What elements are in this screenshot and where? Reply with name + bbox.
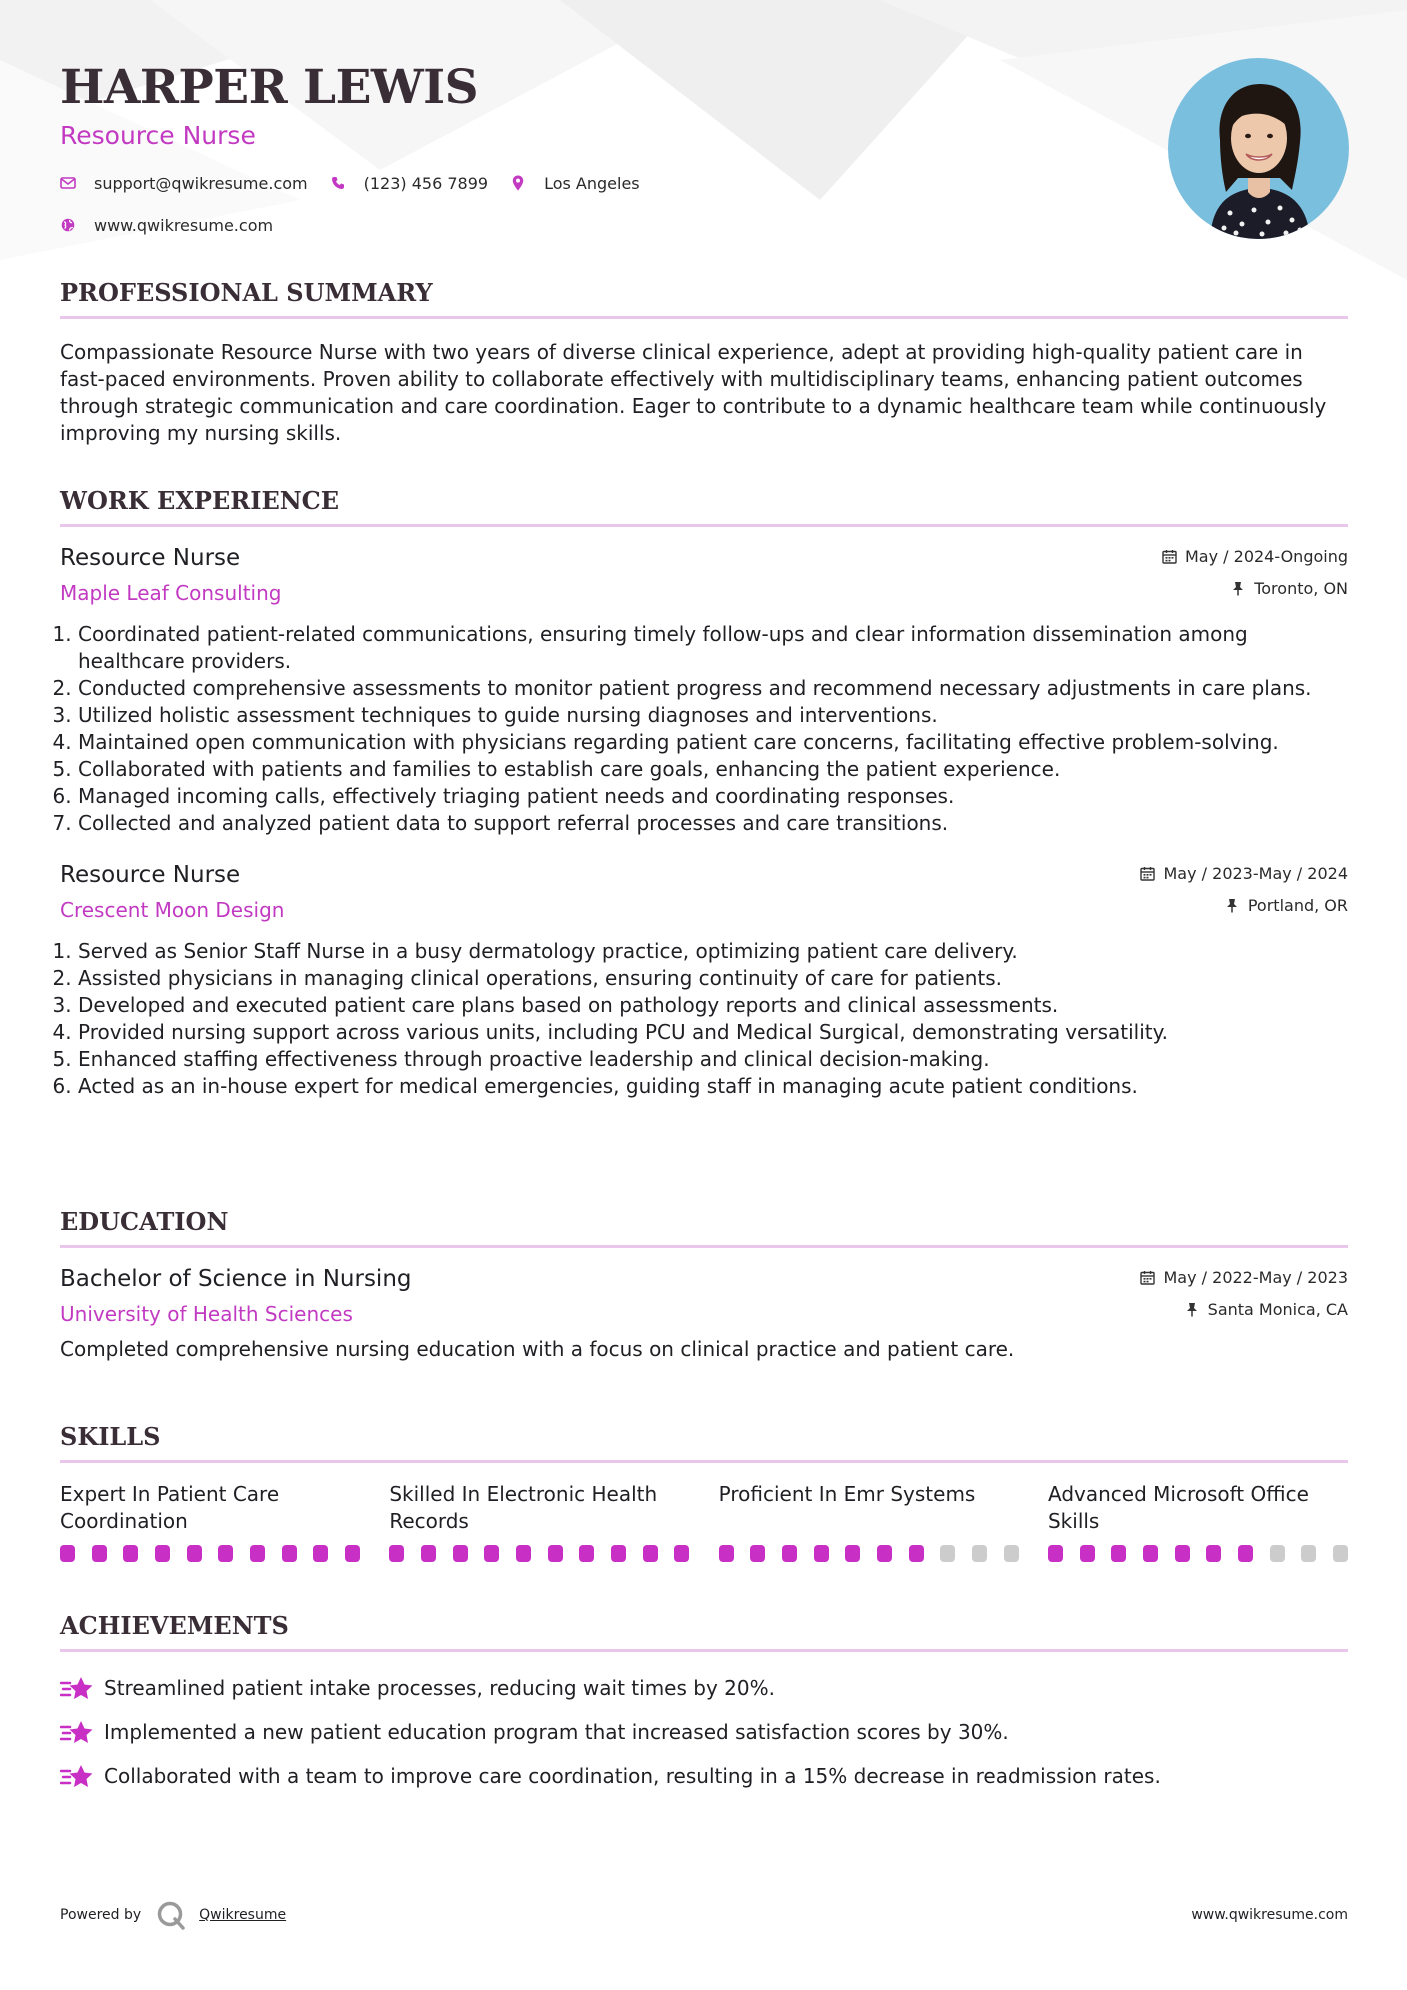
job-entry	[60, 860, 1348, 1100]
rating-dot-filled	[453, 1545, 468, 1562]
achievement-text: Collaborated with a team to improve care coordination, resulting in a 15% decrease in readmission rates.	[104, 1764, 1161, 1788]
list-item: 3. Developed and executed patient care plans based on pathology reports and clinical assessments.	[78, 992, 1348, 1019]
list-item: 4. Maintained open communication with physicians regarding patient care concerns, facilitating effective problem-solving.	[78, 729, 1348, 756]
achievements-heading: ACHIEVEMENTS	[60, 1611, 289, 1640]
map-pin-icon	[510, 175, 526, 191]
rating-dot-filled	[345, 1545, 360, 1562]
list-item: 7. Collected and analyzed patient data to support referral processes and care transitions.	[78, 810, 1348, 837]
qwikresume-link[interactable]: Qwikresume	[199, 1907, 287, 1923]
achievement-item	[60, 1666, 1348, 1710]
summary-section	[60, 278, 1348, 447]
list-item: 5. Collaborated with patients and families to establish care goals, enhancing the patient experience.	[78, 756, 1348, 783]
rating-dot-filled	[877, 1545, 892, 1562]
job-entry	[60, 543, 1348, 837]
job-dates	[1161, 545, 1348, 567]
shooting-star-icon	[60, 1718, 94, 1746]
rating-dot-empty	[1333, 1545, 1348, 1562]
job-company: Crescent Moon Design	[60, 898, 285, 922]
rating-dot-filled	[92, 1545, 107, 1562]
achievements-section	[60, 1611, 1348, 1798]
rating-dot-filled	[643, 1545, 658, 1562]
summary-heading: PROFESSIONAL SUMMARY	[60, 278, 433, 307]
pushpin-icon	[1230, 580, 1246, 596]
rating-dot-empty	[972, 1545, 987, 1562]
rating-dot-filled	[750, 1545, 765, 1562]
skill-item	[719, 1481, 1019, 1571]
job-meta	[1161, 545, 1348, 599]
calendar-icon	[1140, 1269, 1156, 1285]
skill-item	[1048, 1481, 1348, 1571]
experience-section	[60, 486, 1348, 1100]
job-bullets	[60, 938, 1348, 1100]
list-item: 1. Served as Senior Staff Nurse in a busy dermatology practice, optimizing patient care delivery.	[78, 938, 1348, 965]
shooting-star-icon	[60, 1762, 94, 1790]
location-text: Los Angeles	[544, 173, 640, 193]
rating-dot-filled	[674, 1545, 689, 1562]
skill-rating	[389, 1545, 689, 1562]
skill-rating	[60, 1545, 360, 1562]
list-item: 1. Coordinated patient-related communications, ensuring timely follow-ups and clear information dissemination among healthcare providers.	[78, 621, 1348, 675]
degree-title: Bachelor of Science in Nursing	[60, 1266, 412, 1292]
rating-dot-filled	[782, 1545, 797, 1562]
list-item: 6. Managed incoming calls, effectively triaging patient needs and coordinating responses.	[78, 783, 1348, 810]
job-location	[1140, 894, 1349, 916]
section-divider	[60, 1649, 1348, 1652]
contact-location	[510, 174, 640, 193]
rating-dot-filled	[1206, 1545, 1221, 1562]
job-dates	[1140, 862, 1349, 884]
education-dates	[1140, 1266, 1349, 1288]
job-dates-text: May / 2024-Ongoing	[1185, 546, 1348, 566]
job-title: Resource Nurse	[60, 545, 241, 571]
list-item: 2. Assisted physicians in managing clinical operations, ensuring continuity of care for patients.	[78, 965, 1348, 992]
job-meta	[1140, 862, 1349, 916]
education-location-text: Santa Monica, CA	[1207, 1299, 1348, 1319]
globe-icon	[60, 217, 76, 233]
section-divider	[60, 524, 1348, 527]
candidate-title: Resource Nurse	[60, 121, 256, 150]
contact-row-website	[60, 214, 1160, 236]
achievement-text: Streamlined patient intake processes, reducing wait times by 20%.	[104, 1676, 775, 1700]
envelope-icon	[60, 175, 76, 191]
rating-dot-filled	[313, 1545, 328, 1562]
phone-icon	[330, 175, 346, 191]
rating-dot-filled	[484, 1545, 499, 1562]
skill-item	[389, 1481, 689, 1571]
education-description: Completed comprehensive nursing education with a focus on clinical practice and patient care.	[60, 1337, 1015, 1361]
job-location	[1161, 577, 1348, 599]
rating-dot-filled	[611, 1545, 626, 1562]
section-divider	[60, 316, 1348, 319]
footer-url[interactable]: www.qwikresume.com	[1191, 1907, 1348, 1923]
profile-photo	[1168, 58, 1349, 239]
job-location-text: Toronto, ON	[1254, 578, 1348, 598]
job-bullets	[60, 621, 1348, 837]
rating-dot-filled	[516, 1545, 531, 1562]
contact-website[interactable]	[60, 216, 273, 235]
rating-dot-filled	[548, 1545, 563, 1562]
phone-text: (123) 456 7899	[363, 173, 489, 193]
pushpin-icon	[1224, 897, 1240, 913]
education-meta	[1140, 1266, 1349, 1320]
contact-email[interactable]	[60, 174, 308, 193]
rating-dot-filled	[1080, 1545, 1095, 1562]
rating-dot-empty	[940, 1545, 955, 1562]
achievements-list	[60, 1666, 1348, 1798]
job-company: Maple Leaf Consulting	[60, 581, 282, 605]
rating-dot-filled	[1048, 1545, 1063, 1562]
list-item: 5. Enhanced staffing effectiveness through proactive leadership and clinical decision-making.	[78, 1046, 1348, 1073]
section-divider	[60, 1460, 1348, 1463]
rating-dot-filled	[389, 1545, 404, 1562]
rating-dot-filled	[1143, 1545, 1158, 1562]
rating-dot-filled	[123, 1545, 138, 1562]
rating-dot-filled	[719, 1545, 734, 1562]
calendar-icon	[1161, 548, 1177, 564]
rating-dot-filled	[909, 1545, 924, 1562]
school-name: University of Health Sciences	[60, 1302, 353, 1326]
rating-dot-filled	[421, 1545, 436, 1562]
education-heading: EDUCATION	[60, 1207, 229, 1236]
skills-grid	[60, 1481, 1348, 1571]
shooting-star-icon	[60, 1674, 94, 1702]
job-title: Resource Nurse	[60, 862, 241, 888]
website-text: www.qwikresume.com	[94, 215, 274, 235]
job-dates-text: May / 2023-May / 2024	[1163, 863, 1348, 883]
powered-by	[60, 1899, 286, 1931]
job-location-text: Portland, OR	[1247, 895, 1348, 915]
summary-text: Compassionate Resource Nurse with two years of diverse clinical experience, adept at providing high-quality patient care in fast-paced environments. Proven ability to collaborate effectively with multidisciplinary teams, enhancing patient outcomes through strategic communication and care coordination. Eager to contribute to a dynamic healthcare team while continuously improving my nursing skills.	[60, 340, 1327, 445]
rating-dot-filled	[1238, 1545, 1253, 1562]
pushpin-icon	[1184, 1301, 1200, 1317]
rating-dot-empty	[1270, 1545, 1285, 1562]
skill-rating	[1048, 1545, 1348, 1562]
education-entry	[60, 1264, 1348, 1363]
powered-by-label: Powered by	[60, 1907, 142, 1923]
rating-dot-filled	[218, 1545, 233, 1562]
skills-heading: SKILLS	[60, 1422, 161, 1451]
achievement-item	[60, 1710, 1348, 1754]
rating-dot-filled	[1111, 1545, 1126, 1562]
education-section	[60, 1207, 1348, 1363]
list-item: 4. Provided nursing support across various units, including PCU and Medical Surgical, demonstrating versatility.	[78, 1019, 1348, 1046]
qwikresume-logo-icon	[155, 1899, 187, 1931]
page-footer	[60, 1900, 1348, 1930]
skill-name: Advanced Microsoft Office Skills	[1047, 1482, 1309, 1533]
resume-header	[60, 58, 1160, 236]
education-location	[1140, 1298, 1349, 1320]
list-item: 2. Conducted comprehensive assessments to monitor patient progress and recommend necessary adjustments in care plans.	[78, 675, 1348, 702]
skill-name: Expert In Patient Care Coordination	[60, 1482, 280, 1533]
rating-dot-empty	[1301, 1545, 1316, 1562]
contact-phone[interactable]	[330, 174, 488, 193]
rating-dot-filled	[814, 1545, 829, 1562]
rating-dot-empty	[1004, 1545, 1019, 1562]
list-item: 6. Acted as an in-house expert for medical emergencies, guiding staff in managing acute patient conditions.	[78, 1073, 1348, 1100]
skill-name: Skilled In Electronic Health Records	[389, 1482, 658, 1533]
skill-name: Proficient In Emr Systems	[718, 1482, 976, 1506]
email-text: support@qwikresume.com	[94, 173, 308, 193]
achievement-text: Implemented a new patient education program that increased satisfaction scores by 30%.	[104, 1720, 1009, 1744]
rating-dot-filled	[60, 1545, 75, 1562]
experience-heading: WORK EXPERIENCE	[60, 486, 340, 515]
skill-item	[60, 1481, 360, 1571]
candidate-name: HARPER LEWIS	[60, 60, 479, 115]
rating-dot-filled	[282, 1545, 297, 1562]
contact-row	[60, 172, 1160, 194]
calendar-icon	[1140, 865, 1156, 881]
skill-rating	[719, 1545, 1019, 1562]
list-item: 3. Utilized holistic assessment techniques to guide nursing diagnoses and interventions.	[78, 702, 1348, 729]
rating-dot-filled	[579, 1545, 594, 1562]
achievement-item	[60, 1754, 1348, 1798]
education-dates-text: May / 2022-May / 2023	[1163, 1267, 1348, 1287]
rating-dot-filled	[155, 1545, 170, 1562]
rating-dot-filled	[845, 1545, 860, 1562]
rating-dot-filled	[1175, 1545, 1190, 1562]
skills-section	[60, 1422, 1348, 1571]
rating-dot-filled	[187, 1545, 202, 1562]
rating-dot-filled	[250, 1545, 265, 1562]
section-divider	[60, 1245, 1348, 1248]
